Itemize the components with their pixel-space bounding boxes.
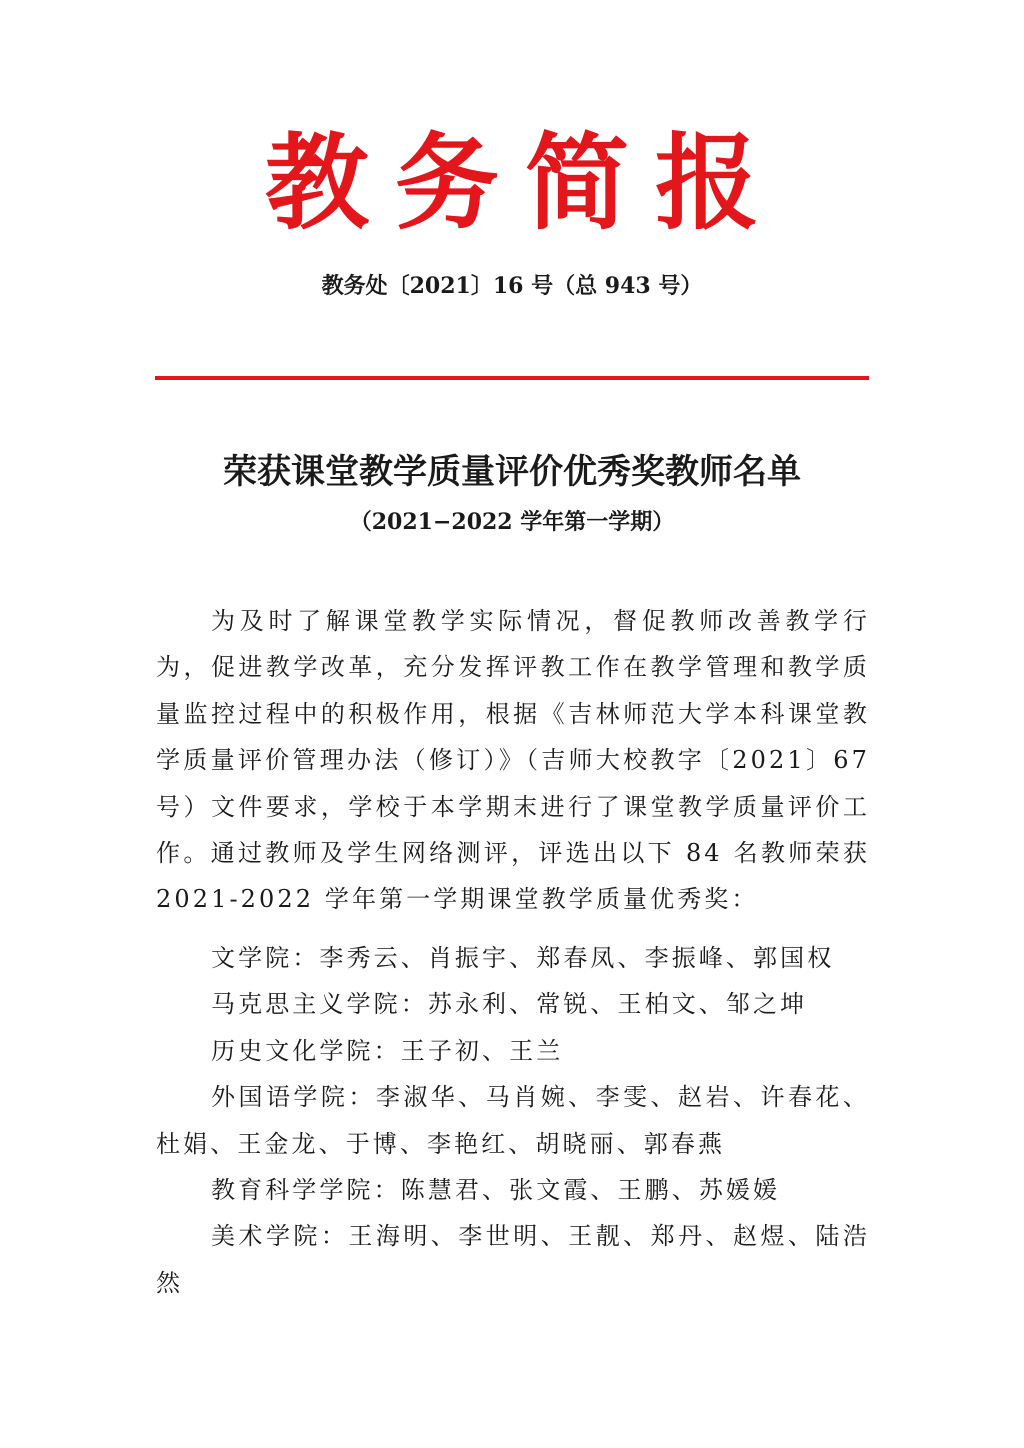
department-item-education <box>156 1167 870 1213</box>
teacher-names: 王子初、王兰 <box>400 1036 564 1065</box>
department-item-marxism <box>156 981 870 1027</box>
department-separator: ： <box>320 1222 349 1251</box>
department-separator: ： <box>348 1083 376 1112</box>
document-subtitle: （2021−2022 学年第一学期） <box>349 509 675 535</box>
department-name: 文学院 <box>211 944 293 972</box>
intro-paragraph: 为及时了解课堂教学实际情况，督促教师改善教学行为，促进教学改革，充分发挥评教工作在教学管理和教学质量监控过程中的积极作用，根据《吉林师范大学本科课堂教学质量评价管理办法（修订）》（吉师大校教字〔2021〕67 号）文件要求，学校于本学期末进行了课堂教学质量评价工作。通过教师及学生网络测评，评选出以下 84 名教师荣获 2021-2022 学年第一学期课堂教学质量优秀奖： <box>156 607 870 914</box>
issue-number: 教务处〔2021〕16 号（总 943 号） <box>321 273 703 299</box>
department-name: 历史文化学院 <box>211 1036 374 1065</box>
department-separator: ： <box>373 1176 401 1205</box>
department-item-literature <box>156 935 870 981</box>
department-name: 美术学院 <box>211 1222 321 1251</box>
department-list <box>156 935 870 1306</box>
department-name: 外国语学院 <box>211 1083 349 1112</box>
department-item-foreign-languages <box>156 1074 870 1167</box>
teacher-names: 王海明、李世明、王靓、郑丹、赵煜、陆浩然 <box>156 1222 871 1297</box>
teacher-names: 李秀云、肖振宇、郑春凤、李振峰、郭国权 <box>319 944 835 972</box>
department-name: 马克思主义学院 <box>211 990 401 1019</box>
department-item-history <box>156 1028 870 1074</box>
document-title: 荣获课堂教学质量评价优秀奖教师名单 <box>223 452 801 492</box>
department-item-fine-arts <box>156 1213 870 1306</box>
department-separator: ： <box>292 944 320 972</box>
department-separator: ： <box>373 1036 401 1065</box>
header-divider <box>155 376 869 380</box>
teacher-names: 陈慧君、张文霞、王鹏、苏媛媛 <box>400 1176 781 1205</box>
department-name: 教育科学学院 <box>211 1176 374 1205</box>
teacher-names: 苏永利、常锐、王柏文、邹之坤 <box>427 990 808 1019</box>
masthead-title: 教务简报 <box>264 122 785 244</box>
department-separator: ： <box>400 990 428 1019</box>
teacher-names: 李淑华、马肖婉、李雯、赵岩、许春花、杜娟、王金龙、于博、李艳红、胡晓丽、郭春燕 <box>156 1083 870 1158</box>
